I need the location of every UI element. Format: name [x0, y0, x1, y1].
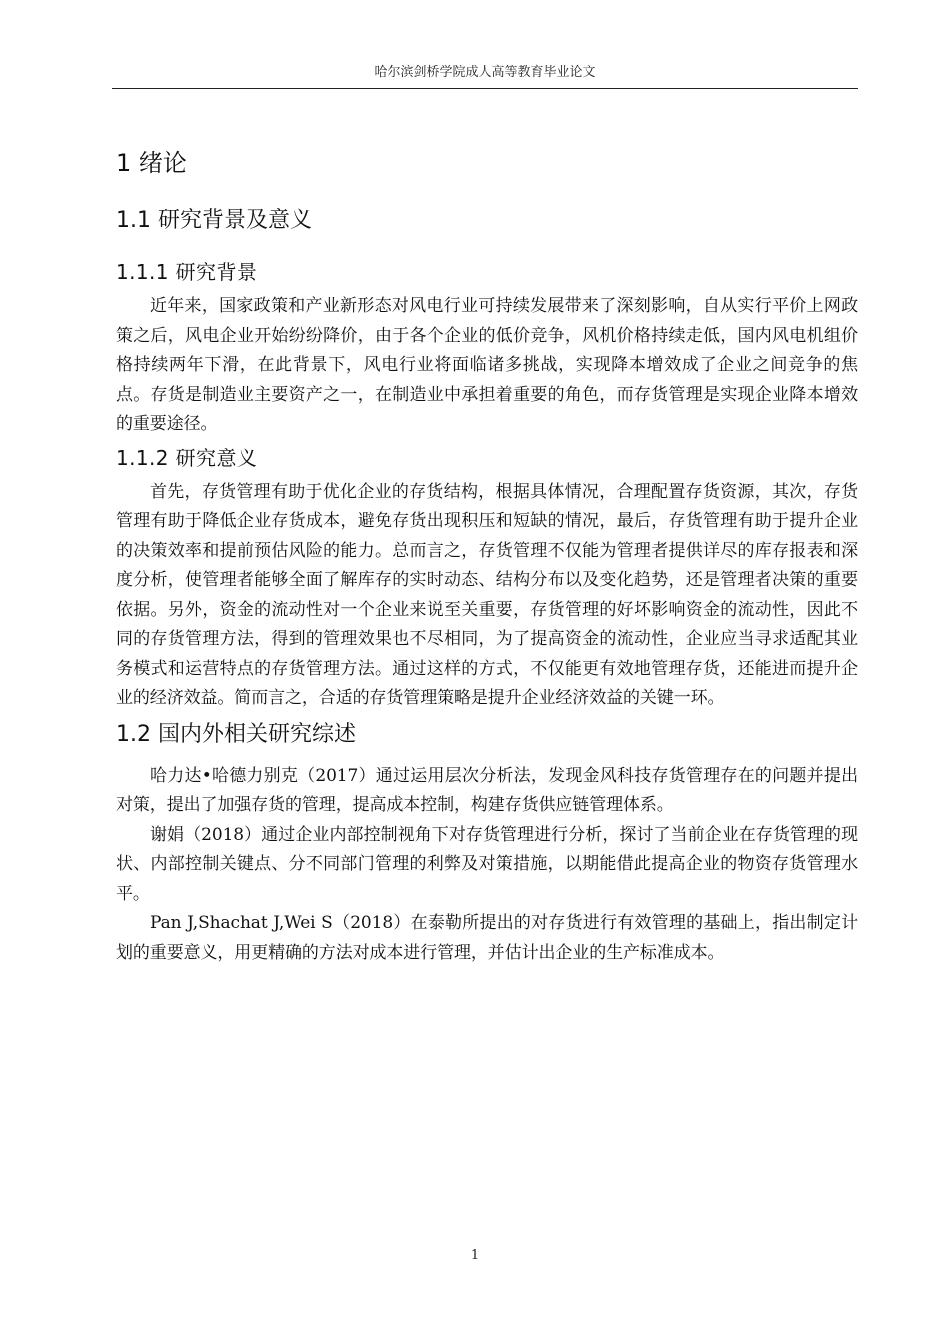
research-significance-paragraph: 首先，存货管理有助于优化企业的存货结构，根据具体情况，合理配置存货资源，其次，存货管理有助于降低企业存货成本，避免存货出现积压和短缺的情况，最后，存货管理有助于提升企业的决策效率和提前预估风险的能力。总而言之，存货管理不仅能为管理者提供详尽的库存报表和深度分析，使管理者能够全面了解库存的实时动态、结构分布以及变化趋势，还是管理者决策的重要依据。另外，资金的流动性对一个企业来说至关重要，存货管理的好坏影响资金的流动性，因此不同的存货管理方法，得到的管理效果也不尽相同，为了提高资金的流动性，企业应当寻求适配其业务模式和运营特点的存货管理方法。通过这样的方式，不仅能更有效地管理存货，还能进而提升企业的经济效益。简而言之，合适的存货管理策略是提升企业经济效益的关键一环。 [116, 481, 858, 708]
section-heading-1-2: 1.2 国内外相关研究综述 [116, 721, 356, 747]
subsection-heading-1-1-1: 1.1.1 研究背景 [116, 260, 258, 284]
document-body [116, 145, 858, 968]
literature-review-paragraph-3: Pan J,Shachat J,Wei S（2018）在泰勒所提出的对存货进行有效管理的基础上，指出制定计划的重要意义，用更精确的方法对成本进行管理，并估计出企业的生产标准成本。 [116, 913, 858, 963]
section-heading-1-1: 1.1 研究背景及意义 [116, 208, 312, 233]
literature-review-paragraph-1: 哈力达•哈德力别克（2017）通过运用层次分析法，发现金风科技存货管理存在的问题并提出对策，提出了加强存货的管理，提高成本控制，构建存货供应链管理体系。 [116, 765, 858, 815]
page-number: 1 [470, 1248, 480, 1263]
literature-review-paragraph-2: 谢娟（2018）通过企业内部控制视角下对存货管理进行分析，探讨了当前企业在存货管理的现状、内部控制关键点、分不同部门管理的利弊及对策措施，以期能借此提高企业的物资存货管理水平。 [116, 824, 858, 904]
running-header: 哈尔滨剑桥学院成人高等教育毕业论文 [374, 65, 596, 80]
chapter-heading: 1 绪论 [116, 149, 187, 177]
research-background-paragraph: 近年来，国家政策和产业新形态对风电行业可持续发展带来了深刻影响，自从实行平价上网政策之后，风电企业开始纷纷降价，由于各个企业的低价竞争，风机价格持续走低，国内风电机组价格持续两年下滑，在此背景下，风电行业将面临诸多挑战，实现降本增效成了企业之间竞争的焦点。存货是制造业主要资产之一，在制造业中承担着重要的角色，而存货管理是实现企业降本增效的重要途径。 [116, 296, 858, 434]
subsection-heading-1-1-2: 1.1.2 研究意义 [116, 445, 258, 470]
header-rule [112, 88, 858, 89]
